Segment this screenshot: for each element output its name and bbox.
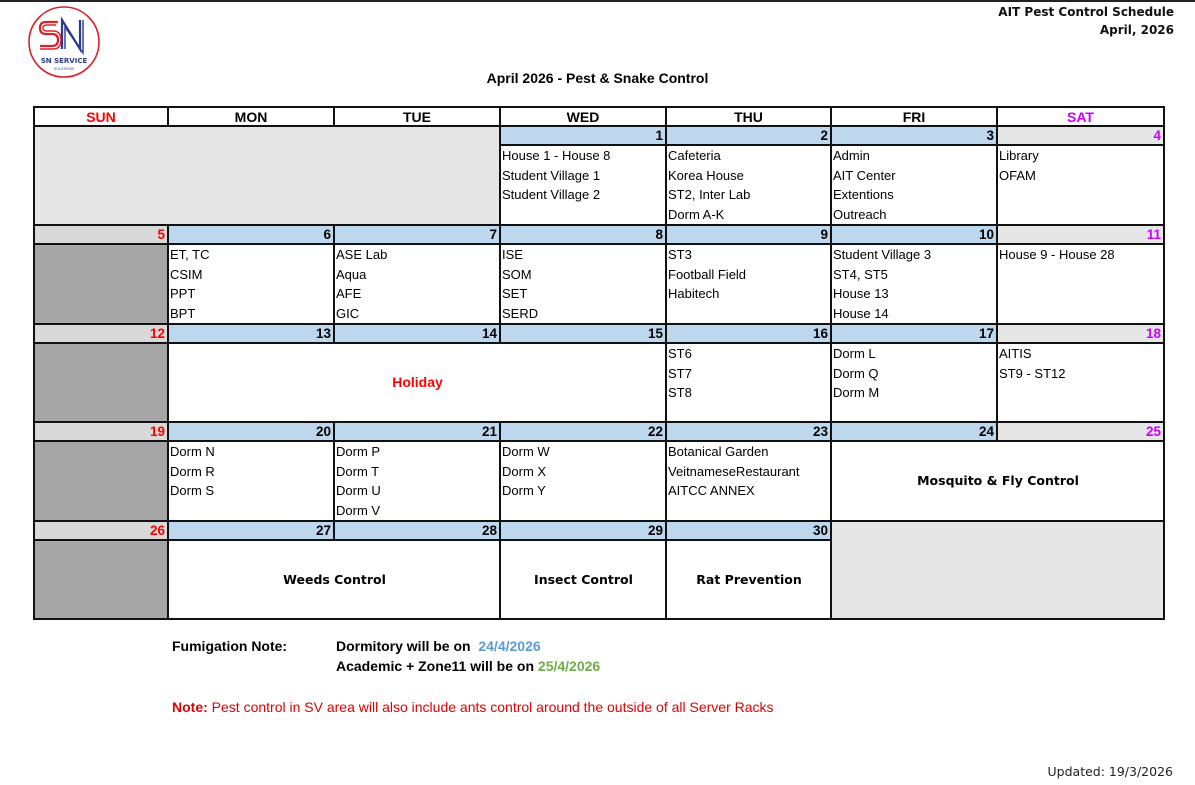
location-item: ST6	[668, 346, 692, 361]
day-cell-thu	[666, 441, 831, 521]
week-4-content	[34, 441, 1164, 521]
date-cell: 12	[34, 324, 168, 343]
sv-area-note	[172, 699, 774, 715]
location-item: AITIS	[999, 346, 1032, 361]
location-item: AFE	[336, 286, 362, 301]
day-cell-thu	[666, 145, 831, 225]
location-item: Dorm V	[336, 502, 381, 518]
date-cell: 4	[997, 126, 1164, 145]
date-cell: 16	[666, 324, 831, 343]
updated-date: Updated: 19/3/2026	[1047, 764, 1173, 779]
day-cell-sun	[34, 540, 168, 619]
day-cell-fri	[831, 145, 997, 225]
dow-thu: THU	[666, 107, 831, 126]
date-cell: 15	[500, 324, 666, 343]
location-item: ST2, Inter Lab	[668, 187, 751, 202]
week-2-dates	[34, 225, 1164, 244]
date-cell: 14	[334, 324, 500, 343]
location-item: Dorm T	[336, 463, 380, 479]
date-cell: 2	[666, 126, 831, 145]
day-cell-fri	[831, 244, 997, 324]
location-item: Dorm W	[502, 444, 550, 459]
academic-date: 25/4/2026	[537, 658, 601, 674]
location-item: Dorm R	[170, 463, 215, 479]
date-cell: 7	[334, 225, 500, 244]
location-item: Outreach	[833, 206, 887, 222]
location-item: Student Village 2	[502, 187, 601, 202]
location-item: OFAM	[999, 167, 1036, 183]
location-item: ST9 - ST12	[999, 365, 1066, 381]
date-cell: 17	[831, 324, 997, 343]
location-item: Dorm Y	[502, 483, 546, 498]
day-cell-wed	[500, 441, 666, 521]
location-item: Botanical Garden	[668, 444, 769, 459]
location-item: SOM	[502, 266, 532, 282]
document-period: April, 2026	[1099, 23, 1174, 37]
location-item: ST3	[668, 247, 692, 262]
location-item: Admin	[833, 148, 870, 163]
day-cell-wed	[500, 145, 666, 225]
sn-service-logo	[22, 5, 106, 79]
location-item: GIC	[336, 305, 360, 321]
weekday-header-row	[34, 107, 1164, 126]
date-cell: 9	[666, 225, 831, 244]
weeds-control-block: Weeds Control	[168, 540, 500, 619]
fumigation-dormitory-line	[336, 636, 600, 656]
date-cell: 23	[666, 422, 831, 441]
note-text: Pest control in SV area will also include ants control around the outside of all Server Racks	[211, 699, 774, 715]
week-3-dates	[34, 324, 1164, 343]
date-cell: 22	[500, 422, 666, 441]
location-item: Dorm P	[336, 444, 381, 459]
day-cell-tue	[334, 244, 500, 324]
holiday-block: Holiday	[168, 343, 666, 422]
day-cell-sat	[997, 244, 1164, 324]
location-item: SERD	[502, 305, 539, 321]
date-cell: 11	[997, 225, 1164, 244]
calendar-table	[33, 106, 1165, 620]
date-cell: 21	[334, 422, 500, 441]
location-item: ST8	[668, 385, 692, 400]
week-4-dates	[34, 422, 1164, 441]
week-3-content	[34, 343, 1164, 422]
date-cell: 6	[168, 225, 334, 244]
date-cell: 13	[168, 324, 334, 343]
date-cell: 8	[500, 225, 666, 244]
day-cell-tue	[334, 441, 500, 521]
location-item: ST4, ST5	[833, 266, 888, 282]
location-item: VeitnameseRestaurant	[668, 463, 800, 479]
location-item: Dorm Q	[833, 365, 879, 381]
logo-tagline: SOLUTIONS	[53, 67, 75, 71]
rat-prevention-block: Rat Prevention	[666, 540, 831, 619]
dow-fri: FRI	[831, 107, 997, 126]
date-cell: 29	[500, 521, 666, 540]
dow-mon: MON	[168, 107, 334, 126]
location-item: Dorm U	[336, 483, 381, 498]
location-item: AITCC ANNEX	[668, 483, 755, 498]
location-item: Dorm N	[170, 444, 215, 459]
location-item: Student Village 3	[833, 247, 932, 262]
location-item: Aqua	[336, 266, 367, 282]
date-cell: 26	[34, 521, 168, 540]
day-cell-sun	[34, 343, 168, 422]
day-cell-sat	[997, 343, 1164, 422]
location-item: ET, TC	[170, 247, 210, 262]
location-item: Student Village 1	[502, 167, 601, 183]
location-item: Cafeteria	[668, 148, 721, 163]
location-item: ASE Lab	[336, 247, 388, 262]
location-item: Dorm X	[502, 463, 547, 479]
empty-days-block	[34, 126, 500, 225]
date-cell: 18	[997, 324, 1164, 343]
fumigation-academic-line	[336, 656, 600, 676]
location-item: Extentions	[833, 187, 894, 202]
date-cell: 10	[831, 225, 997, 244]
location-item: SET	[502, 286, 528, 301]
location-item: House 1 - House 8	[502, 148, 611, 163]
location-item: CSIM	[170, 266, 203, 282]
dow-wed: WED	[500, 107, 666, 126]
location-item: House 14	[833, 305, 889, 321]
date-cell: 3	[831, 126, 997, 145]
insect-control-block: Insect Control	[500, 540, 666, 619]
location-item: AIT Center	[833, 167, 896, 183]
date-cell: 30	[666, 521, 831, 540]
date-cell: 1	[500, 126, 666, 145]
dow-tue: TUE	[334, 107, 500, 126]
location-item: Dorm A-K	[668, 206, 725, 222]
calendar-title: April 2026 - Pest & Snake Control	[486, 70, 709, 86]
mosquito-fly-control-block: Mosquito & Fly Control	[831, 441, 1164, 521]
location-item: BPT	[170, 305, 196, 321]
date-cell: 27	[168, 521, 334, 540]
day-cell-sun	[34, 441, 168, 521]
dow-sun: SUN	[34, 107, 168, 126]
academic-text: Academic + Zone11 will be on	[336, 658, 535, 674]
location-item: Dorm S	[170, 483, 215, 498]
day-cell-mon	[168, 441, 334, 521]
day-cell-wed	[500, 244, 666, 324]
location-item: Habitech	[668, 286, 720, 301]
location-item: Dorm M	[833, 385, 880, 400]
location-item: Dorm L	[833, 346, 876, 361]
fumigation-label: Fumigation Note:	[172, 638, 288, 654]
location-item: House 13	[833, 286, 889, 301]
dow-sat: SAT	[997, 107, 1164, 126]
date-cell: 25	[997, 422, 1164, 441]
location-item: Football Field	[668, 266, 747, 282]
top-border	[0, 0, 1195, 2]
date-cell: 5	[34, 225, 168, 244]
day-cell-sun	[34, 244, 168, 324]
date-cell: 19	[34, 422, 168, 441]
date-cell: 28	[334, 521, 500, 540]
location-item: Library	[999, 148, 1039, 163]
dormitory-text: Dormitory will be on	[336, 638, 471, 654]
day-cell-mon	[168, 244, 334, 324]
note-label: Note:	[172, 699, 208, 715]
dormitory-date: 24/4/2026	[478, 638, 541, 654]
location-item: House 9 - House 28	[999, 247, 1115, 262]
location-item: PPT	[170, 286, 196, 301]
location-item: Korea House	[668, 167, 744, 183]
week-2-content	[34, 244, 1164, 324]
week-1-dates	[34, 126, 1164, 145]
date-cell: 20	[168, 422, 334, 441]
document-title: AIT Pest Control Schedule	[998, 5, 1174, 19]
day-cell-thu	[666, 343, 831, 422]
empty-days-block	[831, 521, 1164, 619]
day-cell-thu	[666, 244, 831, 324]
day-cell-fri	[831, 343, 997, 422]
location-item: ST7	[668, 365, 692, 381]
day-cell-sat	[997, 145, 1164, 225]
document-header	[998, 3, 1174, 39]
location-item: ISE	[502, 247, 523, 262]
date-cell: 24	[831, 422, 997, 441]
logo-name: SN SERVICE	[40, 57, 88, 65]
week-5-dates	[34, 521, 1164, 540]
